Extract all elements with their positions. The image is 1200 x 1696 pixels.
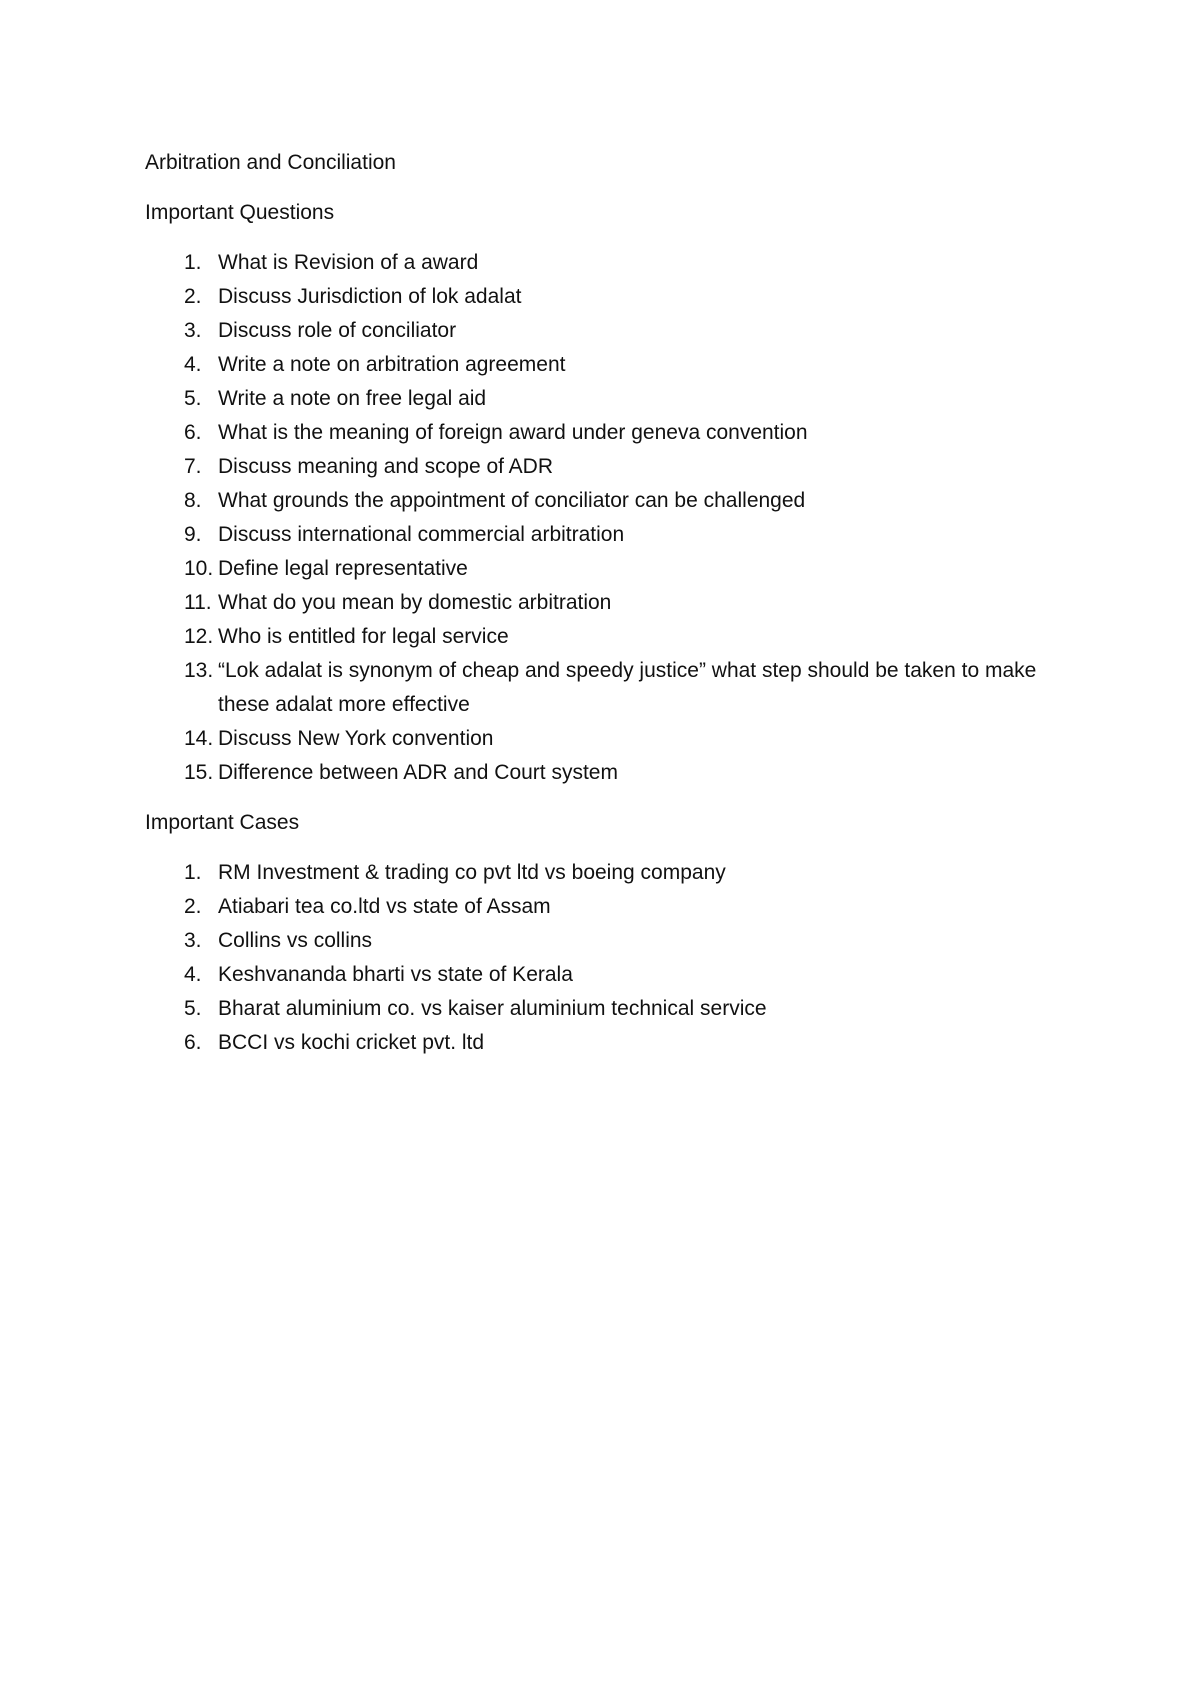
question-item xyxy=(145,756,1045,790)
question-item xyxy=(145,654,1045,722)
question-number: 6. xyxy=(184,421,202,444)
case-text: Atiabari tea co.ltd vs state of Assam xyxy=(218,895,551,918)
questions-heading: Important Questions xyxy=(145,201,335,224)
case-text: RM Investment & trading co pvt ltd vs boeing company xyxy=(218,861,726,884)
questions-list xyxy=(145,246,1045,790)
question-item xyxy=(145,348,1045,382)
question-number: 12. xyxy=(184,625,214,648)
question-text: Who is entitled for legal service xyxy=(218,625,509,648)
case-number: 1. xyxy=(184,861,202,884)
question-number: 14. xyxy=(184,727,214,750)
question-number: 10. xyxy=(184,557,214,580)
question-number: 9. xyxy=(184,523,202,546)
question-item xyxy=(145,246,1045,280)
question-text: Discuss role of conciliator xyxy=(218,319,457,342)
case-number: 2. xyxy=(184,895,202,918)
question-text: “Lok adalat is synonym of cheap and speedy justice” what step should be taken to make these adalat more effective xyxy=(218,659,1037,716)
question-item xyxy=(145,586,1045,620)
question-item xyxy=(145,484,1045,518)
question-item xyxy=(145,416,1045,450)
question-number: 15. xyxy=(184,761,214,784)
question-text: What grounds the appointment of conciliator can be challenged xyxy=(218,489,806,512)
question-number: 11. xyxy=(184,591,212,614)
case-text: Bharat aluminium co. vs kaiser aluminium technical service xyxy=(218,997,767,1020)
question-item xyxy=(145,552,1045,586)
question-text: Define legal representative xyxy=(218,557,468,580)
question-item xyxy=(145,382,1045,416)
question-number: 2. xyxy=(184,285,202,308)
case-text: Keshvananda bharti vs state of Kerala xyxy=(218,963,573,986)
question-text: What do you mean by domestic arbitration xyxy=(218,591,612,614)
question-text: Difference between ADR and Court system xyxy=(218,761,618,784)
question-item xyxy=(145,620,1045,654)
case-item xyxy=(145,856,1045,890)
question-text: What is the meaning of foreign award under geneva convention xyxy=(218,421,808,444)
question-item xyxy=(145,450,1045,484)
question-item xyxy=(145,280,1045,314)
question-text: Discuss international commercial arbitration xyxy=(218,523,625,546)
document-body xyxy=(145,146,1045,1076)
case-item xyxy=(145,992,1045,1026)
document-title: Arbitration and Conciliation xyxy=(145,151,396,174)
question-number: 1. xyxy=(184,251,202,274)
cases-list xyxy=(145,856,1045,1060)
question-text: Write a note on free legal aid xyxy=(218,387,487,410)
question-text: Discuss meaning and scope of ADR xyxy=(218,455,554,478)
case-item xyxy=(145,890,1045,924)
question-number: 13. xyxy=(184,659,214,682)
question-text: Discuss Jurisdiction of lok adalat xyxy=(218,285,522,308)
case-number: 3. xyxy=(184,929,202,952)
question-item xyxy=(145,314,1045,348)
question-item xyxy=(145,722,1045,756)
question-text: Discuss New York convention xyxy=(218,727,494,750)
cases-heading: Important Cases xyxy=(145,811,300,834)
case-number: 5. xyxy=(184,997,202,1020)
case-text: BCCI vs kochi cricket pvt. ltd xyxy=(218,1031,485,1054)
question-number: 7. xyxy=(184,455,202,478)
question-number: 3. xyxy=(184,319,202,342)
question-number: 8. xyxy=(184,489,202,512)
question-number: 5. xyxy=(184,387,202,410)
question-text: What is Revision of a award xyxy=(218,251,479,274)
question-item xyxy=(145,518,1045,552)
case-number: 6. xyxy=(184,1031,202,1054)
case-item xyxy=(145,1026,1045,1060)
case-text: Collins vs collins xyxy=(218,929,373,952)
question-number: 4. xyxy=(184,353,202,376)
case-item xyxy=(145,958,1045,992)
question-text: Write a note on arbitration agreement xyxy=(218,353,566,376)
case-number: 4. xyxy=(184,963,202,986)
case-item xyxy=(145,924,1045,958)
